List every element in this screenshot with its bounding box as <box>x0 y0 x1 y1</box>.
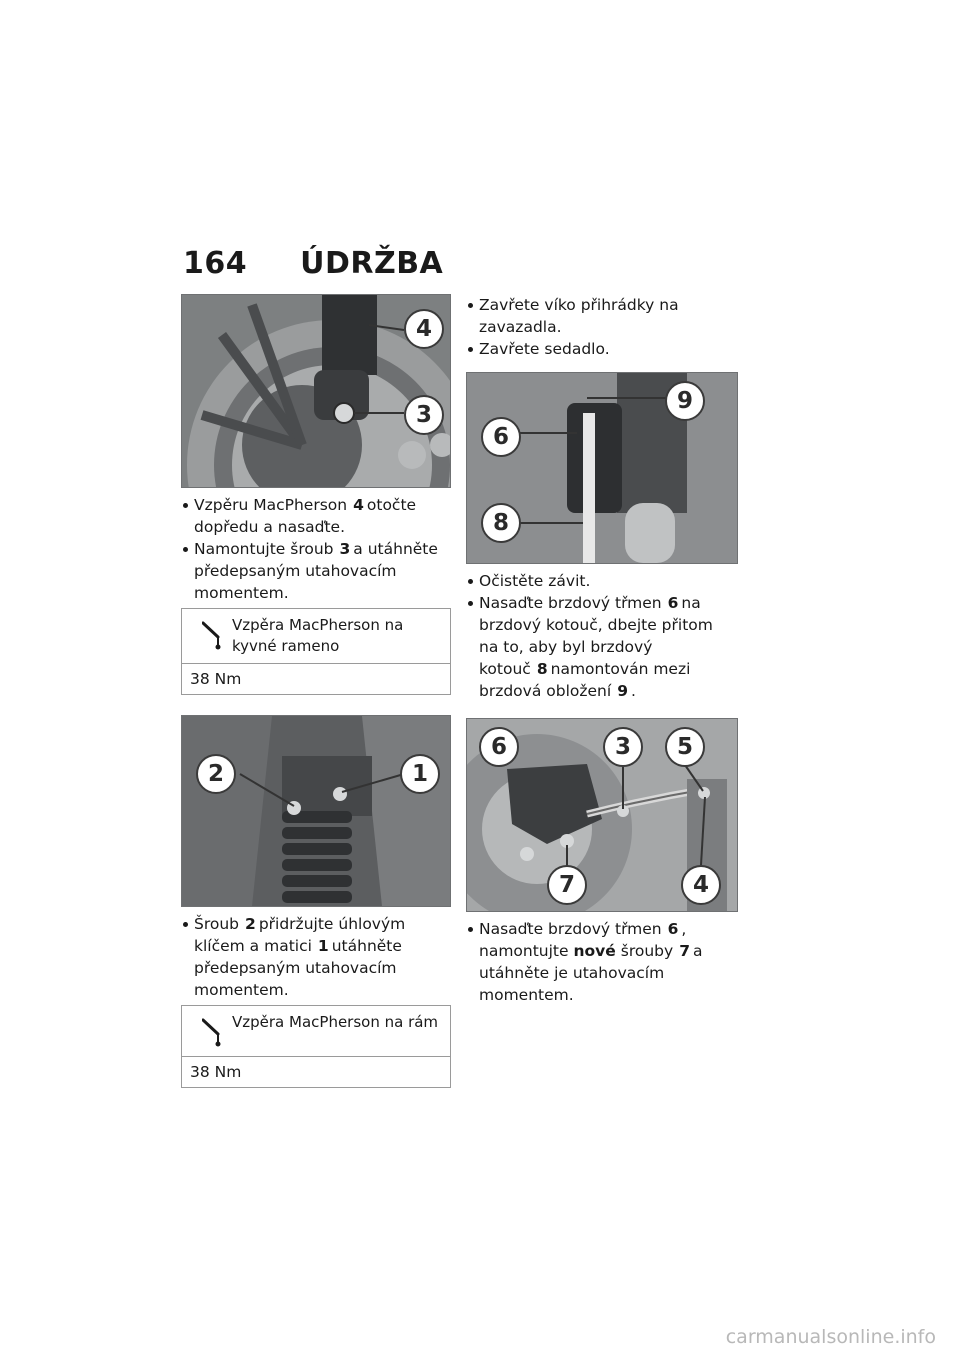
torque-spec-swingarm <box>181 608 451 695</box>
watermark: carmanualsonline.info <box>725 1326 936 1348</box>
torque-value: 38 Nm <box>190 670 242 688</box>
right-column <box>466 294 736 1006</box>
callout-1: 1 <box>400 754 440 794</box>
step-item: Očistěte závit. <box>466 570 736 592</box>
step-item: Šroub 2 přidržujte úhlovým klíčem a matici 1 utáhněte předepsaným utahovacím momentem. <box>181 913 451 1001</box>
step-item: Vzpěru MacPherson 4 otočte dopředu a nasaďte. <box>181 494 451 538</box>
callout-6: 6 <box>479 727 519 767</box>
torque-label: Vzpěra MacPherson na rám <box>232 1013 439 1031</box>
step-item: Zavřete víko přihrádky na zavazadla. <box>466 294 736 338</box>
torque-wrench-icon <box>202 1018 224 1048</box>
left-column <box>181 294 451 1088</box>
photo-front-strut-lower-mount <box>181 294 451 488</box>
page-header <box>183 246 443 281</box>
callout-8: 8 <box>481 503 521 543</box>
callout-3: 3 <box>603 727 643 767</box>
torque-label: Vzpěra MacPherson na kyvné rameno <box>232 616 404 655</box>
callout-3: 3 <box>404 395 444 435</box>
callout-4: 4 <box>681 865 721 905</box>
callout-5: 5 <box>665 727 705 767</box>
ref-number: 4 <box>353 496 364 514</box>
steps-caliper-bolts <box>466 918 736 1006</box>
torque-spec-frame <box>181 1005 451 1088</box>
callout-4: 4 <box>404 309 444 349</box>
callout-7: 7 <box>547 865 587 905</box>
page-title: ÚDRŽBA <box>300 246 444 281</box>
ref-number: 3 <box>339 540 351 558</box>
ref-number: 7 <box>679 942 690 960</box>
photo-strut-upper-mount <box>181 715 451 907</box>
page-number: 164 <box>183 246 248 281</box>
ref-number: 1 <box>317 937 329 955</box>
ref-number: 6 <box>667 594 679 612</box>
torque-value: 38 Nm <box>190 1063 242 1081</box>
photo-strut-upper-illustration <box>182 716 450 906</box>
step-item: Namontujte šroub 3 a utáhněte předepsaným utahovacím momentem. <box>181 538 451 604</box>
photo-caliper-bolts <box>466 718 738 912</box>
callout-6: 6 <box>481 417 521 457</box>
step-item: Nasaďte brzdový třmen 6 , namontujte nové šrouby 7 a utáhněte je utahovacím momentem. <box>466 918 736 1006</box>
torque-wrench-icon <box>202 621 224 651</box>
steps-strut-frame <box>181 913 451 1001</box>
steps-close-storage <box>466 294 736 360</box>
photo-brake-caliper-fork <box>466 372 738 564</box>
steps-caliper-fit <box>466 570 736 702</box>
ref-number: 6 <box>667 920 679 938</box>
emphasis-new: nové <box>573 942 616 960</box>
callout-2: 2 <box>196 754 236 794</box>
step-item: Zavřete sedadlo. <box>466 338 736 360</box>
ref-number: 9 <box>617 682 628 700</box>
ref-number: 8 <box>536 660 548 678</box>
step-item: Nasaďte brzdový třmen 6 na brzdový kotouč, dbejte přitom na to, aby byl brzdový kotouč 8 namontován mezi brzdová obložení 9 . <box>466 592 736 702</box>
steps-strut-mounting <box>181 494 451 604</box>
callout-9: 9 <box>665 381 705 421</box>
ref-number: 2 <box>245 915 256 933</box>
